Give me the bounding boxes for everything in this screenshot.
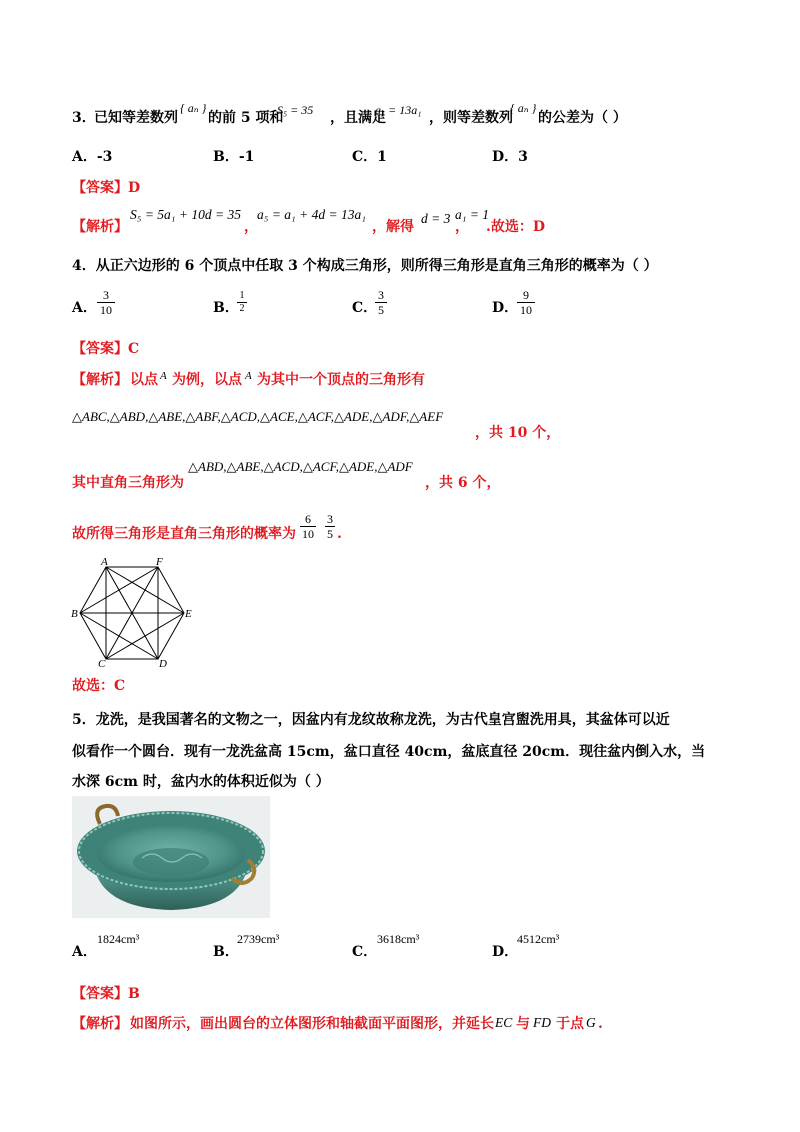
q4-exp-point-a: A [160, 370, 167, 382]
q4-prob-fraction-1: 6 10 [302, 512, 314, 541]
vertex-label-a: A [101, 558, 108, 568]
q4-answer: 【答案】C [72, 341, 140, 357]
q4-triangle-list-all: △ABC,△ABD,△ABE,△ABF,△ACD,△ACE,△ACF,△ADE,△ADF,△AEF [72, 409, 444, 424]
q3-exp-sep-3: ， [455, 219, 469, 235]
q3-exp-math-4: a₁ = 1 [455, 207, 490, 222]
q5-answer: 【答案】B [72, 986, 140, 1002]
q3-option-d: D．3 [492, 149, 528, 165]
q3-option-b: B．-1 [213, 149, 255, 165]
dragon-basin-photo [72, 796, 270, 918]
vertex-label-d: D [159, 658, 167, 668]
q4-prob-fraction-2: 3 5 [327, 512, 333, 541]
vertex-label-e: E [185, 608, 192, 620]
q4-number: 4． [72, 258, 96, 274]
q4-count-all: ，共 10 个， [475, 425, 561, 441]
q3-option-c: C．1 [352, 149, 387, 165]
q3-math-seq-2: { aₙ } [510, 101, 537, 115]
q4-prob-text: 故所得三角形是直角三角形的概率为 [72, 526, 296, 542]
q3-math-seq: { aₙ } [180, 101, 207, 115]
q4-exp-label: 【解析】 [72, 372, 128, 388]
q3-exp-math-1: S₅ = 5a₁ + 10d = 35 [130, 207, 241, 222]
q3-exp-math-2: a₅ = a₁ + 4d = 13a₁ [257, 207, 366, 222]
q4-final: 故选：C [72, 678, 126, 694]
q3-text-3: ，且满足 [330, 110, 386, 126]
q4-option-a-fraction: 3 10 [97, 288, 115, 317]
q3-math-a5: a₅ = 13a₁ [375, 103, 422, 117]
q3-number: 3． [72, 110, 96, 126]
q4-option-c-label: C． [352, 300, 378, 316]
q5-exp-math-ec: EC [495, 1015, 513, 1030]
q5-exp-label: 【解析】 [72, 1016, 128, 1032]
q3-answer: 【答案】D [72, 180, 141, 196]
q3-text-5: 的公差为（ ） [538, 110, 627, 126]
q3-text-4: ，则等差数列 [429, 110, 513, 126]
q5-line-2: 似看作一个圆台．现有一龙洗盆高 15cm，盆口直径 40cm，盆底直径 20cm．现往盆内倒入水，当 [72, 744, 706, 760]
q4-option-c-fraction: 3 5 [375, 288, 387, 317]
q4-stem [72, 256, 658, 276]
diagonal-ce [106, 613, 184, 659]
q4-option-d-label: D． [492, 300, 519, 316]
q5-exp-math-fd: FD [533, 1015, 551, 1030]
hexagon-diagram [70, 558, 200, 668]
q4-option-d-fraction: 9 10 [517, 288, 535, 317]
q5-option-c-label: C． [352, 944, 378, 960]
q4-option-b-label: B． [213, 300, 239, 316]
diagonal-bd [80, 613, 158, 659]
q5-option-c-value: 3618cm³ [377, 932, 420, 946]
q3-exp-sep-2: ，解得 [372, 219, 414, 235]
q5-option-a-label: A． [72, 944, 97, 960]
q3-exp-end: .故选：D [486, 219, 546, 235]
q5-exp-math-g: G [586, 1015, 596, 1030]
q3-exp-label: 【解析】 [72, 219, 128, 235]
q5-exp-text-3: 于点 [556, 1016, 584, 1032]
q5-exp-text-2: 与 [516, 1016, 530, 1032]
vertex-label-f: F [156, 558, 163, 568]
q3-exp-math-3: d = 3 [421, 211, 451, 226]
q5-exp-end: . [598, 1016, 603, 1032]
q4-exp-text-2: 为例，以点 [172, 372, 242, 388]
q4-prob-end: . [337, 526, 342, 542]
q3-text-2: 的前 5 项和 [208, 110, 284, 126]
q3-option-a: A．-3 [72, 149, 113, 165]
q4-text: 从正六边形的 6 个顶点中任取 3 个构成三角形，则所得三角形是直角三角形的概率为（ ） [95, 258, 658, 274]
q4-option-a-label: A． [72, 300, 97, 316]
q4-exp-text-3: 为其中一个顶点的三角形有 [257, 372, 425, 388]
q4-exp-text-1: 以点 [130, 372, 158, 388]
q4-triangle-list-right: △ABD,△ABE,△ACD,△ACF,△ADE,△ADF [188, 459, 413, 474]
q5-line-3: 水深 6cm 时，盆内水的体积近似为（ ） [72, 774, 330, 790]
q4-count-right: ，共 6 个， [425, 475, 501, 491]
vertex-label-c: C [98, 658, 106, 668]
q5-exp-text-1: 如图所示，画出圆台的立体图形和轴截面平面图形，并延长 [130, 1016, 494, 1032]
q5-option-d-label: D． [492, 944, 519, 960]
q5-option-d-value: 4512cm³ [517, 932, 560, 946]
q5-option-b-value: 2739cm³ [237, 932, 280, 946]
q4-right-label: 其中直角三角形为 [72, 475, 184, 491]
diagonal-ae [106, 567, 184, 613]
q4-option-b-fraction: 1 2 [237, 290, 247, 315]
q4-exp-point-a-2: A [245, 370, 252, 382]
vertex-label-b: B [71, 608, 78, 620]
diagonal-bf [80, 567, 158, 613]
q5-line-1: 5．龙洗，是我国著名的文物之一，因盆内有龙纹故称龙洗，为古代皇宫盥洗用具，其盆体可以近 [72, 712, 670, 728]
q3-math-s5: S₅ = 35 [277, 103, 314, 117]
q3-text-1: 已知等差数列 [94, 110, 178, 126]
q5-option-b-label: B． [213, 944, 239, 960]
q3-exp-sep-1: ， [244, 219, 258, 235]
q5-option-a-value: 1824cm³ [97, 932, 140, 946]
q5-number: 5． [72, 712, 96, 728]
